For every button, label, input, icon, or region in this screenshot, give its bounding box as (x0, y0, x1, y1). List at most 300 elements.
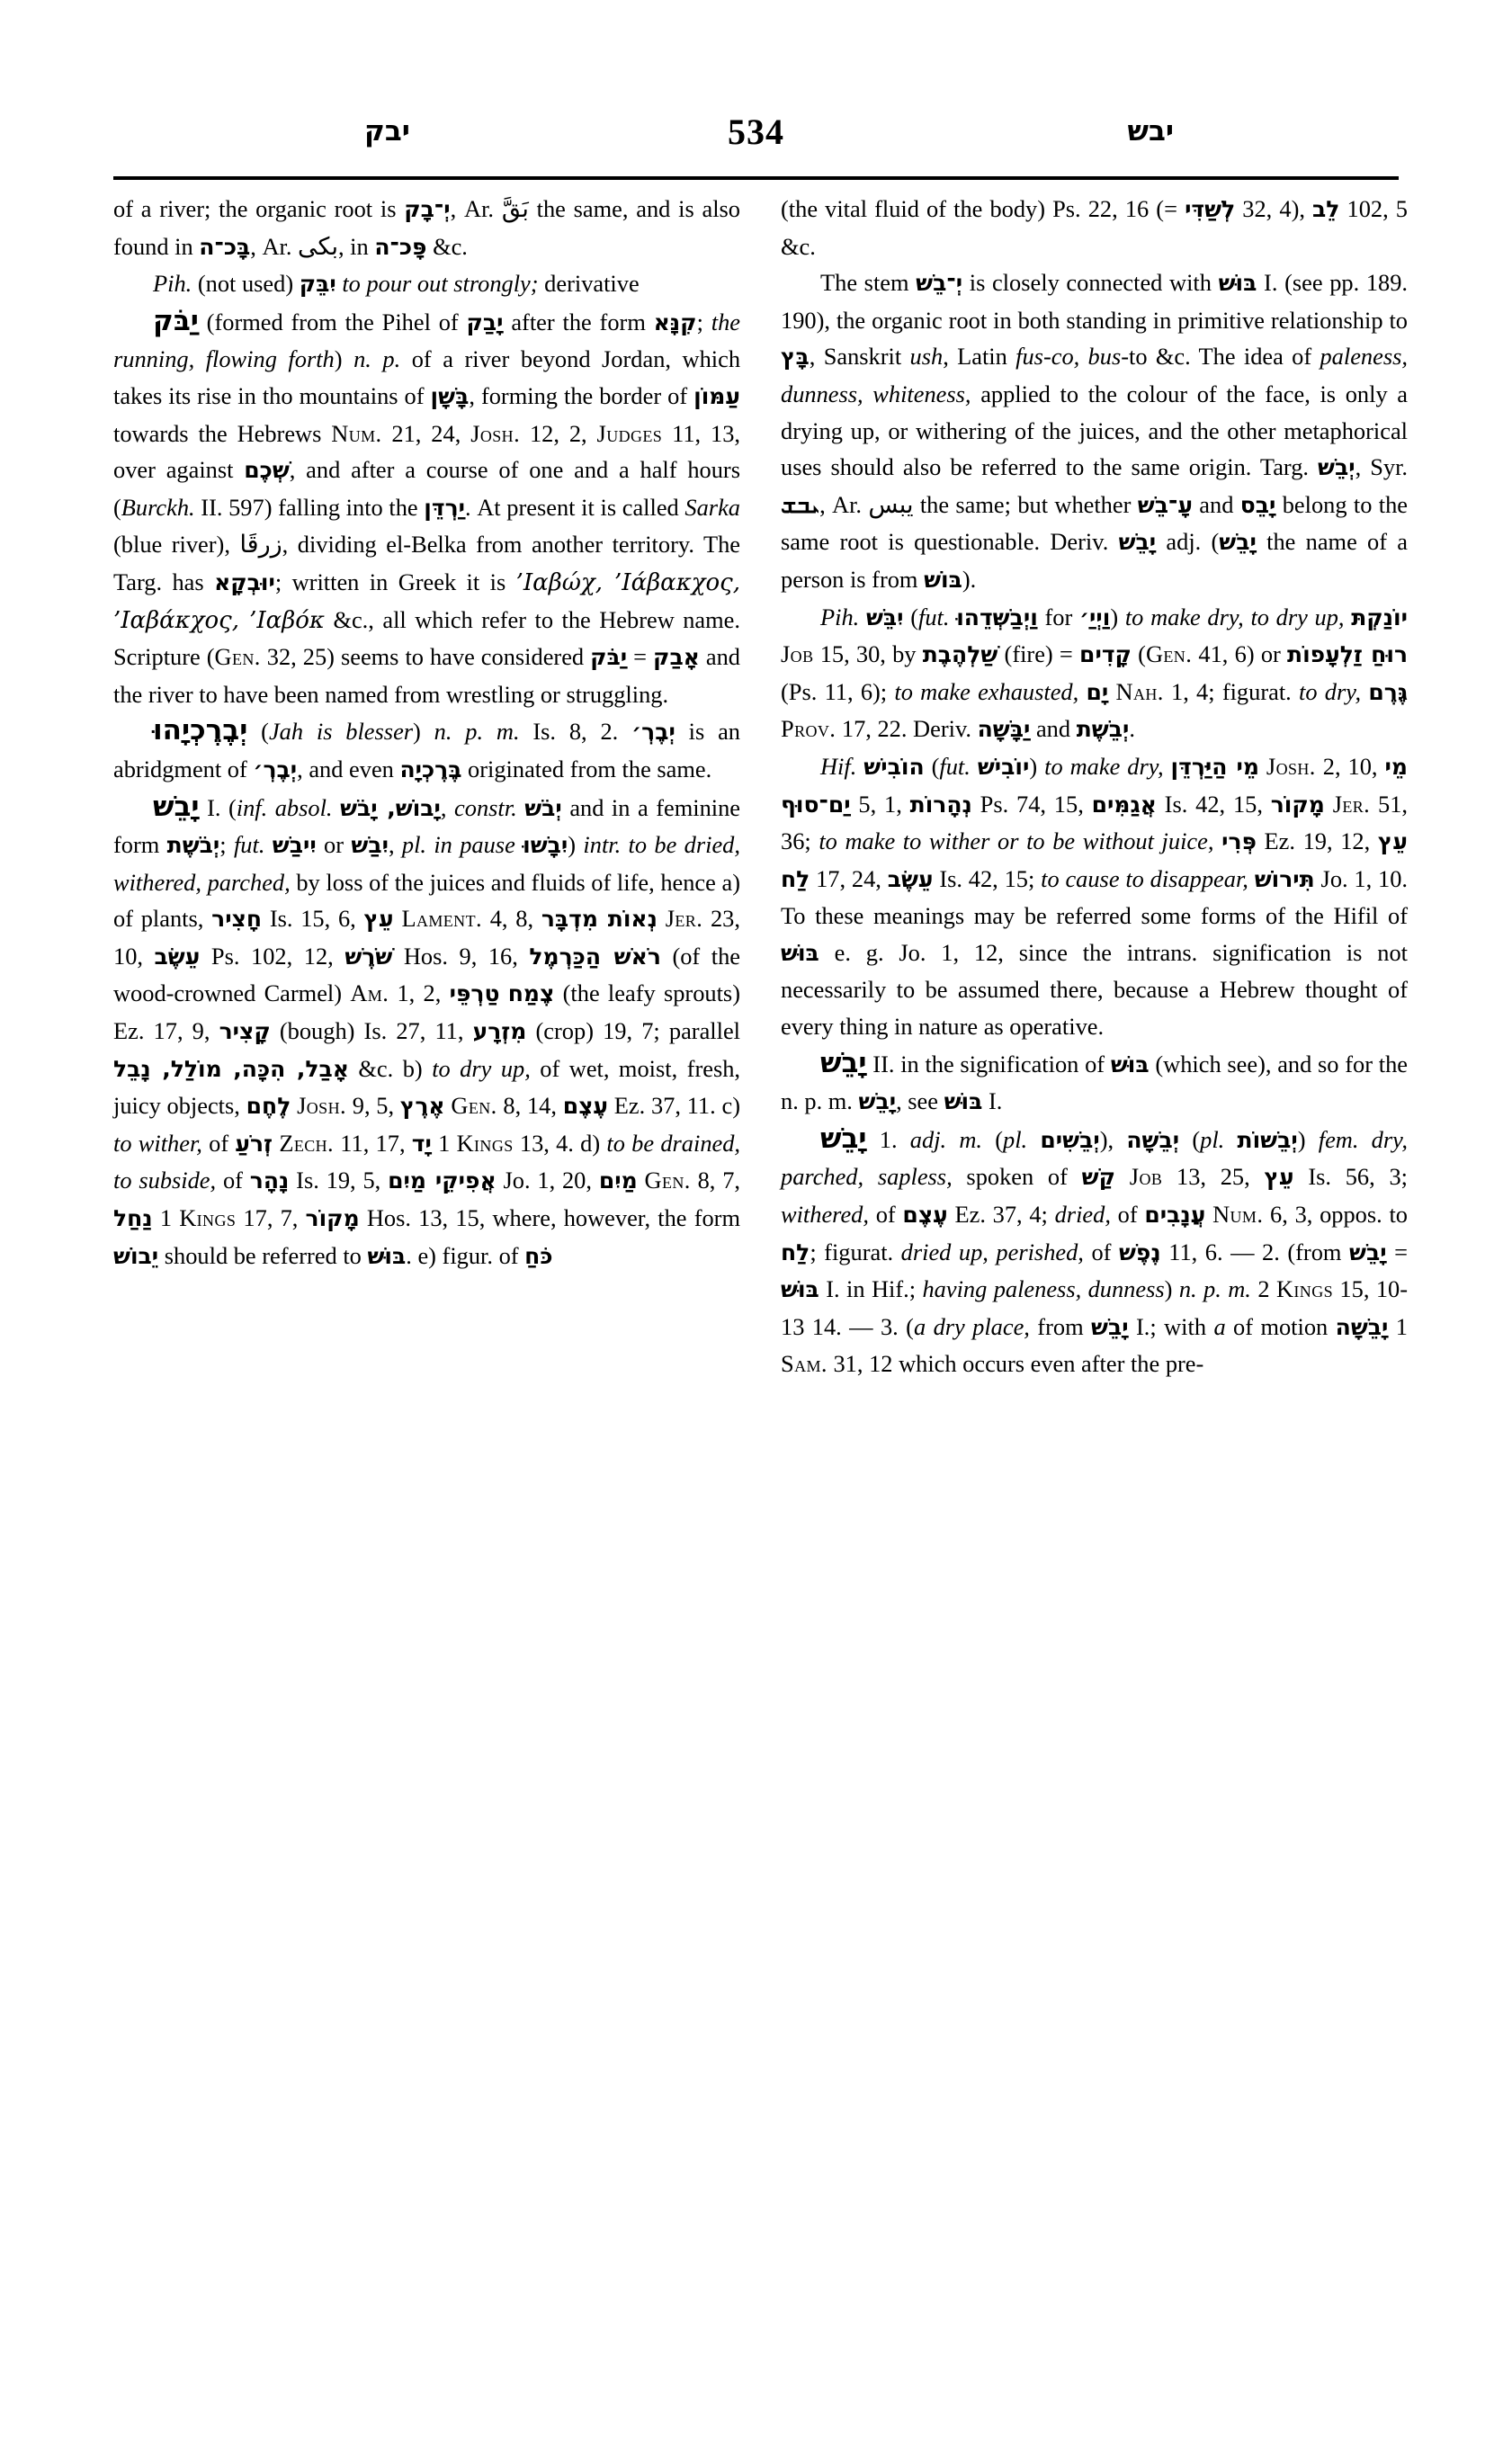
text-run: 9, 5, (346, 1092, 400, 1120)
hebrew-word: קָדִים (1079, 641, 1132, 668)
text-run: = (1386, 1238, 1408, 1265)
text-run: of (1110, 1201, 1145, 1229)
reference-abbrev: Job (781, 640, 814, 668)
hebrew-word: יְבֶרְ׳ (253, 756, 298, 782)
text-run: or (316, 831, 352, 859)
text-run (264, 831, 272, 858)
italic-run: to wither, (113, 1129, 202, 1157)
reference-abbrev: Judges (596, 419, 663, 447)
hebrew-word: יְ־בֵשׁ (916, 270, 963, 297)
hebrew-word: יוֹבִישׁ (977, 753, 1030, 780)
hebrew-word: יְ־בָק (404, 196, 451, 222)
text-run: Ez. 37, 4; (947, 1201, 1055, 1229)
text-run: 15, 10-13 14. — 3. ( (781, 1275, 1409, 1340)
text-run: , (388, 831, 402, 859)
arabic-word: يبس (868, 490, 914, 519)
text-run: ) (413, 718, 434, 746)
text-run: of (201, 1129, 236, 1157)
italic-run: pl. in pause (401, 831, 515, 859)
text-run: , Latin (943, 343, 1016, 371)
hebrew-word: יָד (411, 1130, 432, 1157)
text-run: and the river to have been named from wrestling or struggling. (113, 643, 740, 708)
column-left (113, 191, 740, 1274)
hebrew-word: נָהָר (249, 1167, 290, 1194)
page-number: 534 (728, 112, 784, 152)
text-run: 51, 36; (781, 790, 1408, 855)
hebrew-word: יוּבְקָא (214, 568, 275, 595)
hebrew-word: שַׁלְהֶבֶת (922, 641, 998, 668)
running-head-right-hebrew: יבש (1127, 115, 1174, 148)
text-run: Is. 42, 15, (1156, 790, 1271, 818)
text-run: (formed from the Pihel of (198, 308, 467, 335)
text-run: 2, 10, (1315, 752, 1385, 780)
hebrew-word: יָבֵשׁ (1118, 529, 1157, 556)
text-run: 23, 10, (113, 905, 740, 970)
hebrew-word: מֵי הַיַּרְדֵּן (1170, 753, 1259, 780)
reference-abbrev: Num. (1212, 1201, 1264, 1229)
hebrew-word: יָבוֹשׁ, יָבֹשׁ (340, 794, 441, 821)
text-run: towards the Hebrews (113, 419, 332, 447)
italic-run: intr. to be dried, withered, parched, (113, 831, 740, 896)
text-run: 11, 13, over against (113, 419, 740, 484)
entry-paragraph (781, 748, 1408, 1045)
italic-run: having paleness, dunness (922, 1275, 1165, 1303)
text-run: I.; with (1128, 1312, 1214, 1340)
reference-abbrev: Josh. (470, 419, 521, 447)
text-run: (the vital fluid of the body) Ps. 22, 16 (= (781, 195, 1185, 222)
text-run: Is. 42, 15; (933, 864, 1042, 892)
text-run: ) (1029, 752, 1045, 780)
text-run (1213, 827, 1221, 854)
text-run: originated from the same. (461, 755, 712, 782)
italic-run: fus-co, bus (1015, 343, 1122, 371)
text-run: ( (1131, 640, 1146, 668)
italic-run: a dry place, (913, 1312, 1030, 1340)
hebrew-word: בּוּשׁ (781, 1276, 819, 1303)
text-run: Is. 19, 5, (289, 1167, 389, 1194)
italic-run: n. p. m. (1178, 1275, 1251, 1303)
italic-run: to make dry, (1044, 752, 1164, 780)
reference-abbrev: Gen. (644, 1167, 691, 1194)
text-run: (Ps. 11, 6); (781, 677, 895, 705)
reference-abbrev: Lament. (401, 905, 482, 933)
hebrew-word: רוּחַ זַלְעָפוֹת (1287, 641, 1408, 668)
italic-run: to make dry, to dry up, (1124, 603, 1345, 630)
hebrew-word: לַח (781, 1238, 810, 1265)
entry-paragraph (113, 191, 740, 265)
text-run: is closely connected with (962, 269, 1219, 297)
text-run: , Ar. (819, 490, 869, 518)
hebrew-word: עֵץ לַח (781, 828, 1408, 892)
hebrew-word: נְאוֹת מִדְבָּר (541, 906, 658, 933)
text-run: by loss of the juices and fluids of life, hence a) of plants, (113, 868, 741, 933)
text-run: 1 (152, 1204, 180, 1232)
text-run (859, 604, 866, 630)
text-run: 17, 24, (810, 864, 888, 892)
reference-abbrev: Nah. (1115, 677, 1164, 705)
reference-abbrev: Job (1129, 1163, 1163, 1191)
hebrew-word: עֶצֶם (902, 1202, 948, 1229)
text-run (638, 1167, 645, 1194)
text-run: I. (982, 1087, 1003, 1115)
text-run: . e) figur. of (406, 1241, 525, 1269)
italic-run: to dry, (1299, 677, 1362, 705)
entry-paragraph (113, 712, 740, 788)
text-run: 32, 4), (1235, 195, 1313, 222)
hebrew-word: פָּכ־ה (374, 233, 427, 260)
hebrew-word: יוֹנַקְתּ (1351, 604, 1408, 630)
text-run: (fire) = (998, 640, 1080, 668)
italic-run: dried, (1054, 1201, 1111, 1229)
hebrew-word: קִנָּא (653, 308, 697, 335)
reference-abbrev: Kings (179, 1204, 237, 1232)
text-run (658, 905, 666, 932)
text-run: ( (982, 1125, 1004, 1153)
hebrew-word: בָּכ־ה (199, 233, 251, 260)
text-run: Is. 56, 3; (1293, 1163, 1408, 1191)
text-run: of (216, 1167, 250, 1194)
text-run (1325, 791, 1333, 818)
italic-run: fut. (939, 752, 971, 780)
text-run: 5, 1, (850, 790, 910, 818)
text-run: , and even (297, 755, 400, 782)
text-run (517, 794, 525, 821)
italic-run: inf. absol. (236, 793, 333, 821)
italic-run: to pour out strongly; (342, 270, 539, 298)
hebrew-word: יָבֵשׁ (1219, 529, 1257, 556)
text-run: I. ( (199, 793, 237, 821)
text-run: (not used) (192, 270, 300, 298)
hebrew-word: שֹׁרֶשׁ (344, 943, 393, 970)
text-run: the name of a person is from (781, 528, 1408, 593)
reference-abbrev: Am. (350, 979, 389, 1007)
hebrew-word: יָבַק (466, 308, 504, 335)
text-run: belong to the same root is questionable. Deriv. (781, 490, 1409, 556)
text-run: ) (1110, 603, 1125, 630)
text-run (1027, 1126, 1040, 1153)
italic-run: to make to wither or to be without juice, (819, 827, 1214, 855)
hebrew-word: אֲגַמִּים (1091, 791, 1157, 818)
italic-run: Burckh. (121, 493, 195, 521)
reference-abbrev: Jer. (665, 905, 703, 933)
text-run: ). (962, 565, 977, 593)
text-run: and (1030, 715, 1077, 743)
text-run: Ps. 74, 15, (971, 790, 1092, 818)
hebrew-word: פְּרִי (1221, 828, 1257, 855)
hebrew-word: תִּירוֹשׁ (1254, 865, 1315, 892)
hebrew-word: מִזְרָע (472, 1018, 527, 1045)
text-run (1259, 753, 1266, 780)
text-run: -to &c. The idea of (1121, 343, 1320, 371)
hebrew-word: בּוּשׁ (1218, 270, 1257, 297)
text-run: 4, 8, (481, 905, 541, 933)
hebrew-word: עֵץ (363, 906, 394, 933)
syriac-word: ܝܒܫ (781, 490, 820, 519)
text-run: Ez. 37, 11. c) (608, 1092, 740, 1120)
text-run: I. in Hif.; (819, 1275, 923, 1303)
hebrew-word: קָצִיר (219, 1018, 271, 1045)
hebrew-word: אָבַל, הִכָּה, מוֹלַל, נָבֵל (113, 1055, 349, 1082)
hebrew-lemma: יָבֵשׁ (820, 1122, 867, 1155)
text-run: of a river; the organic root is (113, 195, 405, 222)
text-run: 15, 30, by (813, 640, 923, 668)
italic-run: adj. m. (909, 1125, 982, 1153)
entry-paragraph (113, 265, 740, 303)
reference-abbrev: Prov. (781, 715, 837, 743)
running-head-left-hebrew: יבק (364, 115, 410, 148)
hebrew-word: קַשׁ (1081, 1164, 1116, 1191)
italic-run: pl. (1200, 1125, 1225, 1153)
hebrew-lemma: יְבֶרֶכְיָהוּ (153, 714, 248, 747)
text-run: ( (247, 718, 269, 746)
italic-run: Pih. (153, 270, 192, 298)
hebrew-word: וַיְיַ׳ (1078, 604, 1111, 630)
text-run (333, 794, 341, 821)
italic-run: a (1213, 1312, 1226, 1340)
hebrew-word: בּוּשׁ (367, 1242, 407, 1269)
hebrew-word: בּוּשׁ (944, 1088, 983, 1115)
hebrew-word: לֵב (1312, 196, 1340, 222)
hebrew-word: יִבָשׁוּ (523, 832, 568, 859)
text-run: (crop) 19, 7; parallel (526, 1017, 740, 1045)
italic-run: fem. dry, parched, sapless, (781, 1125, 1408, 1191)
text-run: ) (568, 831, 584, 859)
hebrew-word: וַיְבַשְּׁדֵהוּ (956, 604, 1038, 630)
italic-run: Jah is blesser (268, 718, 414, 746)
reference-abbrev: Kings (1275, 1275, 1334, 1303)
italic-run: fut. (233, 831, 265, 859)
text-run: Jo. 1, 10. To these meanings may be referred some forms of the Hifil of (781, 864, 1409, 930)
italic-run: ush (909, 343, 944, 371)
hebrew-word: יִבֵּשׁ (865, 604, 904, 630)
hebrew-word: יָבֵשׁ (1348, 1238, 1387, 1265)
text-run: II. 597) falling into the (194, 493, 425, 521)
hebrew-lemma: יַבֹּק (153, 304, 199, 337)
text-run: for (1037, 603, 1079, 630)
text-run: the same, and is also found in (113, 195, 740, 260)
text-run: 8, 14, (497, 1092, 563, 1120)
hebrew-word: יָבֵשׁ (858, 1088, 897, 1115)
text-run (1108, 678, 1115, 705)
text-run: , Ar. (250, 232, 299, 260)
hebrew-word: הוֹבִישׁ (863, 753, 925, 780)
hebrew-word: נַחַל (113, 1205, 153, 1232)
text-run: , forming the border of (469, 381, 694, 409)
hebrew-word: יִבַשׁ (351, 832, 389, 859)
text-run: 41, 6) or (1192, 640, 1288, 668)
text-run: , see (896, 1087, 944, 1115)
text-run: ; written in Greek it is (274, 568, 516, 595)
text-run: adj. ( (1156, 528, 1220, 556)
text-run: , (440, 793, 455, 821)
hebrew-word: יְבֵשׁ (1318, 454, 1355, 481)
entry-paragraph (781, 191, 1408, 264)
text-run: Is. 8, 2. (519, 718, 632, 746)
text-run: Hos. 9, 16, (392, 942, 530, 970)
hebrew-word: מָקוֹר (305, 1205, 360, 1232)
italic-run: pl. (1003, 1125, 1028, 1153)
running-head (135, 106, 1377, 164)
text-run: , Syr. (1355, 453, 1408, 481)
greek-word: ’Ιαβώχ, ’Ιάβακχος, ’Ιαβάκχος, ’Ιαβόκ (113, 568, 740, 634)
text-run: of (868, 1201, 903, 1229)
hebrew-word: לְשַׁדִּי (1185, 196, 1236, 222)
entry-paragraph (781, 599, 1408, 748)
hebrew-word: אָבַק (653, 644, 700, 671)
text-run: 13, 4. d) (513, 1129, 607, 1157)
hebrew-word: עַמּוֹן (693, 382, 740, 409)
text-run: ) (1297, 1125, 1319, 1153)
hebrew-word: בּוּשׁ (781, 939, 819, 966)
reference-abbrev: Kings (456, 1129, 514, 1157)
reference-abbrev: Zech. (279, 1129, 335, 1157)
hebrew-lemma: יָבֵשׁ (153, 790, 200, 823)
hebrew-word: נְהָרוֹת (909, 791, 972, 818)
text-run: 17, 7, (236, 1204, 306, 1232)
hebrew-word: אֲפִיקֵי מַיִם (388, 1167, 497, 1194)
text-run: 31, 12 which occurs even after the pre- (827, 1350, 1204, 1378)
text-run: ) (1164, 1275, 1179, 1303)
text-run: derivative (538, 270, 640, 298)
text-run: 2 (1250, 1275, 1276, 1303)
reference-abbrev: Gen. (451, 1092, 497, 1120)
hebrew-lemma: יָבֵשׁ (820, 1046, 867, 1079)
reference-abbrev: Sam. (781, 1350, 828, 1378)
text-run: (which see), and so for the n. p. m. (781, 1050, 1408, 1115)
text-run: 17, 22. Deriv. (836, 715, 978, 743)
hebrew-word: יָבֵס (1239, 491, 1276, 518)
text-run: I. (see pp. 189. 190), the organic root in both standing in primitive relationship to (781, 269, 1409, 334)
text-run: Hos. 13, 15, where, however, the form (359, 1204, 740, 1232)
text-run: &c. (426, 232, 468, 260)
text-run: e. g. Jo. 1, 12, since the intrans. signification is not necessarily to be assumed there, because a Hebrew thought of every thing in nature as operative. (781, 938, 1408, 1041)
column-right (781, 191, 1408, 1382)
text-run: is an abridgment of (113, 718, 740, 782)
italic-run: to cause to disappear, (1041, 864, 1248, 892)
text-run: . At present it is called (465, 493, 685, 521)
hebrew-word: יַבָּשָׁה (977, 716, 1031, 743)
text-run (1224, 1126, 1237, 1153)
italic-run: the running, flowing forth (113, 308, 740, 373)
text-run: 102, 5 &c. (781, 195, 1408, 260)
italic-run: dried up, perished, (900, 1238, 1084, 1265)
text-run: 13, 25, (1162, 1163, 1265, 1191)
text-run: Jo. 1, 20, (496, 1167, 599, 1194)
text-run: ; figurat. (810, 1238, 901, 1265)
hebrew-word: יַבֹּק (590, 644, 628, 671)
reference-abbrev: Jer. (1332, 790, 1371, 818)
hebrew-word: זְרֹעַ (235, 1130, 273, 1157)
italic-run: to be drained, to subside, (113, 1129, 741, 1194)
reference-abbrev: Gen. (214, 643, 261, 671)
text-run: applied to the colour of the face, is only a drying up, or withering of the juices, and the other metaphorical uses should also be referred to the same origin. Targ. (781, 380, 1409, 481)
text-run: 32, 25) seems to have considered (260, 643, 591, 671)
text-run: 11, 6. — 2. (from (1160, 1238, 1349, 1265)
hebrew-word: עֶצֶם (562, 1093, 609, 1120)
text-run: ( (903, 603, 919, 630)
hebrew-word: יִבֵּק (299, 271, 336, 298)
hebrew-word: יִיבַשׁ (272, 832, 317, 859)
text-run: 8, 7, (690, 1167, 741, 1194)
text-run: of (1083, 1238, 1119, 1265)
text-run: the same; but whether (913, 490, 1138, 518)
text-run: (of the wood-crowned Carmel) (113, 942, 741, 1007)
text-run (1115, 1163, 1130, 1190)
text-run (971, 753, 978, 780)
hebrew-word: יְבֹשׁ (524, 794, 562, 821)
hebrew-word: יְבֵשִׁים (1040, 1126, 1100, 1153)
hebrew-word: עֲנָבִים (1144, 1202, 1206, 1229)
text-run: 1, 4; figurat. (1163, 677, 1300, 705)
text-run: II. in the signification of (866, 1050, 1111, 1077)
text-run: ), (1099, 1125, 1127, 1153)
hebrew-word: יְבֶרְ׳ (631, 719, 675, 746)
text-run: and in a feminine form (113, 793, 741, 859)
text-run: 1, 2, (389, 979, 450, 1007)
hebrew-word: יְבֹשֶׁת (166, 832, 220, 859)
text-run: and (1192, 490, 1240, 518)
text-run: 1 (431, 1129, 457, 1157)
hebrew-word: יָם (1086, 678, 1109, 705)
hebrew-word: בָּשָׁן (430, 382, 470, 409)
entry-paragraph (781, 264, 1408, 598)
hebrew-word: רֹאשׁ הַכַּרְמֶל (529, 943, 661, 970)
text-run: ( (924, 752, 940, 780)
hebrew-word: יָבֵשָׁה (1335, 1313, 1389, 1340)
entry-paragraph (113, 789, 740, 1275)
text-run: after the form (503, 308, 654, 335)
italic-run: to dry up, (432, 1054, 531, 1082)
hebrew-word: יָבֵשׁ (1091, 1313, 1129, 1340)
reference-abbrev: Josh. (1266, 752, 1316, 780)
hebrew-word: גֶּרֶם (1368, 678, 1408, 705)
italic-run: constr. (454, 793, 517, 821)
text-run: . (1129, 715, 1135, 743)
hebrew-word: נֶפֶשׁ (1118, 1238, 1161, 1265)
hebrew-word: מֵי יַם־סוּף (781, 753, 1408, 818)
hebrew-word: אֶרֶץ (399, 1093, 445, 1120)
hebrew-word: צֶמַח (507, 980, 555, 1007)
hebrew-word: מַיִם (598, 1167, 638, 1194)
italic-run: n. p. m. (434, 718, 520, 746)
text-run: of a river beyond Jordan, which takes its rise in tho mountains of (113, 345, 741, 409)
text-run: 1. (866, 1125, 910, 1153)
text-run: = (627, 643, 654, 671)
italic-run: to make exhausted, (894, 677, 1079, 705)
hebrew-word: לֶחֶם (246, 1093, 291, 1120)
hebrew-word: שְׁכֶם (244, 457, 290, 484)
text-run (499, 979, 507, 1006)
text-run: 6, 3, oppos. to (1263, 1201, 1408, 1229)
text-run: , dividing el-Belka from another territory. The Targ. has (113, 531, 741, 595)
hebrew-word: חָצִיר (211, 906, 263, 933)
italic-run: withered, (781, 1201, 869, 1229)
text-run (1248, 865, 1255, 892)
arabic-word: زرقَا (239, 531, 282, 559)
hebrew-word: בּוֹשׁ (924, 566, 962, 593)
italic-run: paleness, dunness, whiteness, (781, 343, 1408, 407)
text-run: ; (696, 308, 711, 335)
hebrew-word: בָּץ (781, 344, 810, 371)
reference-abbrev: Num. (331, 419, 382, 447)
hebrew-word: יְבֵשָׁה (1126, 1126, 1180, 1153)
text-run: , Sanskrit (809, 343, 910, 371)
hebrew-word: עֵשֶׂב (887, 865, 934, 892)
text-run: should be referred to (158, 1241, 368, 1269)
hebrew-word: עָ־בֵשׁ (1137, 491, 1193, 518)
text-run: ) (334, 345, 354, 373)
text-run: The stem (820, 269, 917, 297)
